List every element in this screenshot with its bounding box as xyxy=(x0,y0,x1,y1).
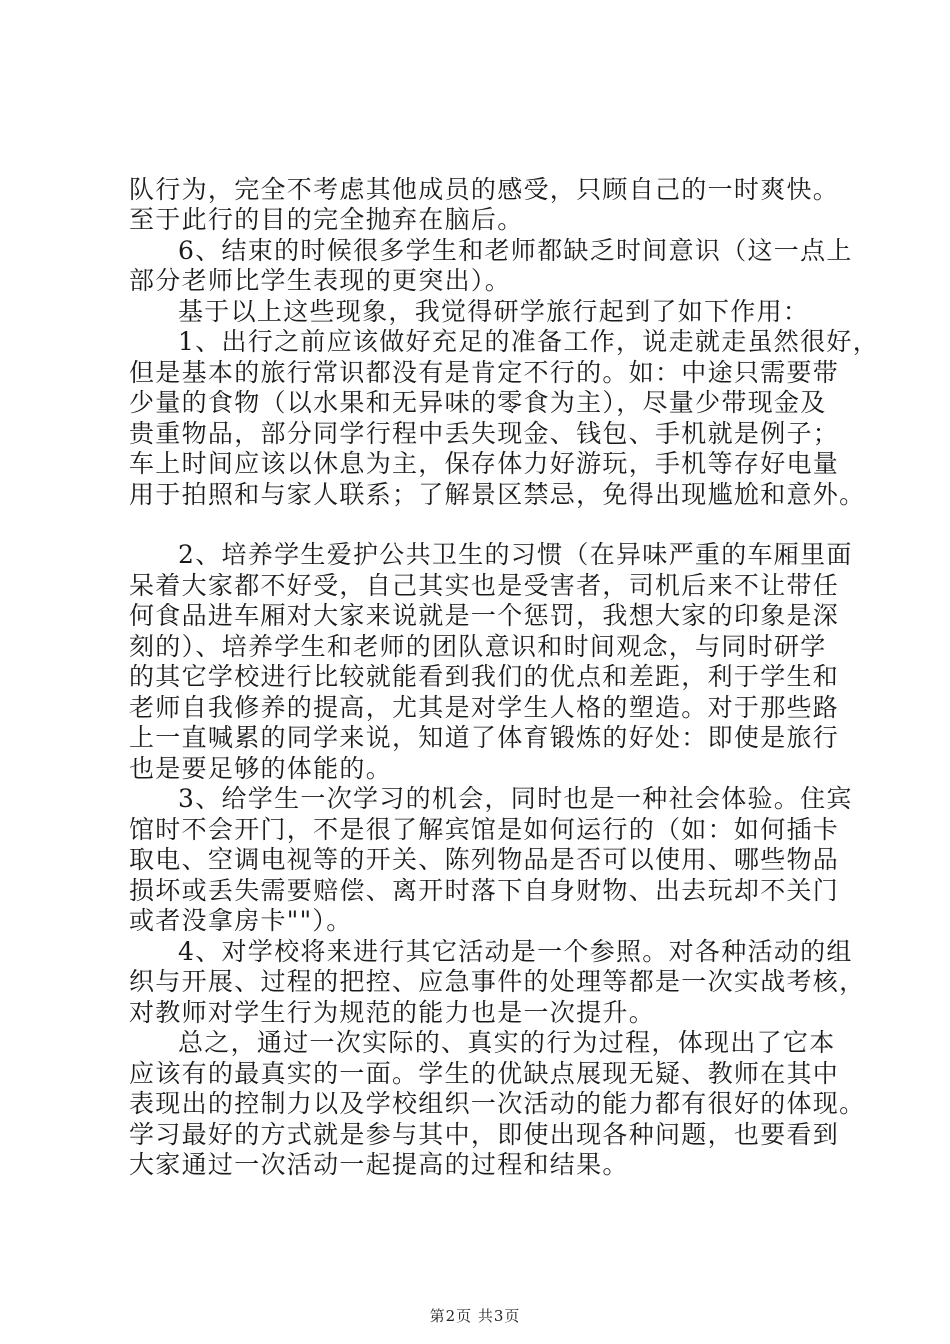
text-line: 刻的）、培养学生和老师的团队意识和时间观念，与同时研学 xyxy=(129,632,827,661)
text-line: 总之，通过一次实际的、真实的行为过程，体现出了它本 xyxy=(178,1028,836,1057)
text-line: 4、对学校将来进行其它活动是一个参照。对各种活动的组 xyxy=(178,937,853,966)
page-number-footer: 第2页 共3页 xyxy=(429,1307,521,1325)
text-line: 贵重物品，部分同学行程中丢失现金、钱包、手机就是例子； xyxy=(129,419,840,448)
text-line: 基于以上这些现象，我觉得研学旅行起到了如下作用： xyxy=(178,297,810,326)
text-line: 老师自我修养的提高，尤其是对学生人格的塑造。对于那些路 xyxy=(129,693,840,722)
text-line: 对教师对学生行为规范的能力也是一次提升。 xyxy=(129,998,656,1027)
text-line: 上一直喊累的同学来说，知道了体育锻炼的好处：即使是旅行 xyxy=(129,723,840,752)
text-line: 也是要足够的体能的。 xyxy=(129,754,393,783)
text-line: 馆时不会开门，不是很了解宾馆是如何运行的（如：如何插卡 xyxy=(129,815,840,844)
text-line: 呆着大家都不好受，自己其实也是受害者，司机后来不让带任 xyxy=(129,571,840,600)
text-line: 学习最好的方式就是参与其中，即使出现各种问题，也要看到 xyxy=(129,1120,840,1149)
text-line: 取电、空调电视等的开关、陈列物品是否可以使用、哪些物品 xyxy=(129,845,840,874)
text-line: 损坏或丢失需要赔偿、离开时落下自身财物、出去玩却不关门 xyxy=(129,876,840,905)
text-line: 何食品进车厢对大家来说就是一个惩罚，我想大家的印象是深 xyxy=(129,601,840,630)
text-line: 用于拍照和与家人联系；了解景区禁忌，免得出现尴尬和意外。 xyxy=(129,480,866,509)
text-line: 部分老师比学生表现的更突出）。 xyxy=(129,266,512,295)
text-line: 应该有的最真实的一面。学生的优缺点展现无疑、教师在其中 xyxy=(129,1059,840,1088)
text-line: 2、培养学生爱护公共卫生的习惯（在异味严重的车厢里面 xyxy=(178,540,853,569)
text-line: 6、结束的时候很多学生和老师都缺乏时间意识（这一点上 xyxy=(178,236,853,265)
text-line: 的其它学校进行比较就能看到我们的优点和差距，利于学生和 xyxy=(129,662,840,691)
text-line: 1、出行之前应该做好充足的准备工作，说走就走虽然很好， xyxy=(178,327,880,356)
text-line: 车上时间应该以休息为主，保存体力好游玩，手机等存好电量 xyxy=(129,449,840,478)
text-line: 队行为，完全不考虑其他成员的感受，只顾自己的一时爽快。 xyxy=(129,175,840,204)
text-line: 大家通过一次活动一起提高的过程和结果。 xyxy=(129,1150,629,1179)
text-line: 但是基本的旅行常识都没有是肯定不行的。如：中途只需要带 xyxy=(129,358,840,387)
text-line: 表现出的控制力以及学校组织一次活动的能力都有很好的体现。 xyxy=(129,1089,866,1118)
text-line: 织与开展、过程的把控、应急事件的处理等都是一次实战考核， xyxy=(129,967,866,996)
text-line: 3、给学生一次学习的机会，同时也是一种社会体验。住宾 xyxy=(178,784,853,813)
text-line: 至于此行的目的完全抛弃在脑后。 xyxy=(129,205,524,234)
text-line: 或者没拿房卡""）。 xyxy=(129,906,353,935)
text-line: 少量的食物（以水果和无异味的零食为主），尽量少带现金及 xyxy=(129,388,827,417)
